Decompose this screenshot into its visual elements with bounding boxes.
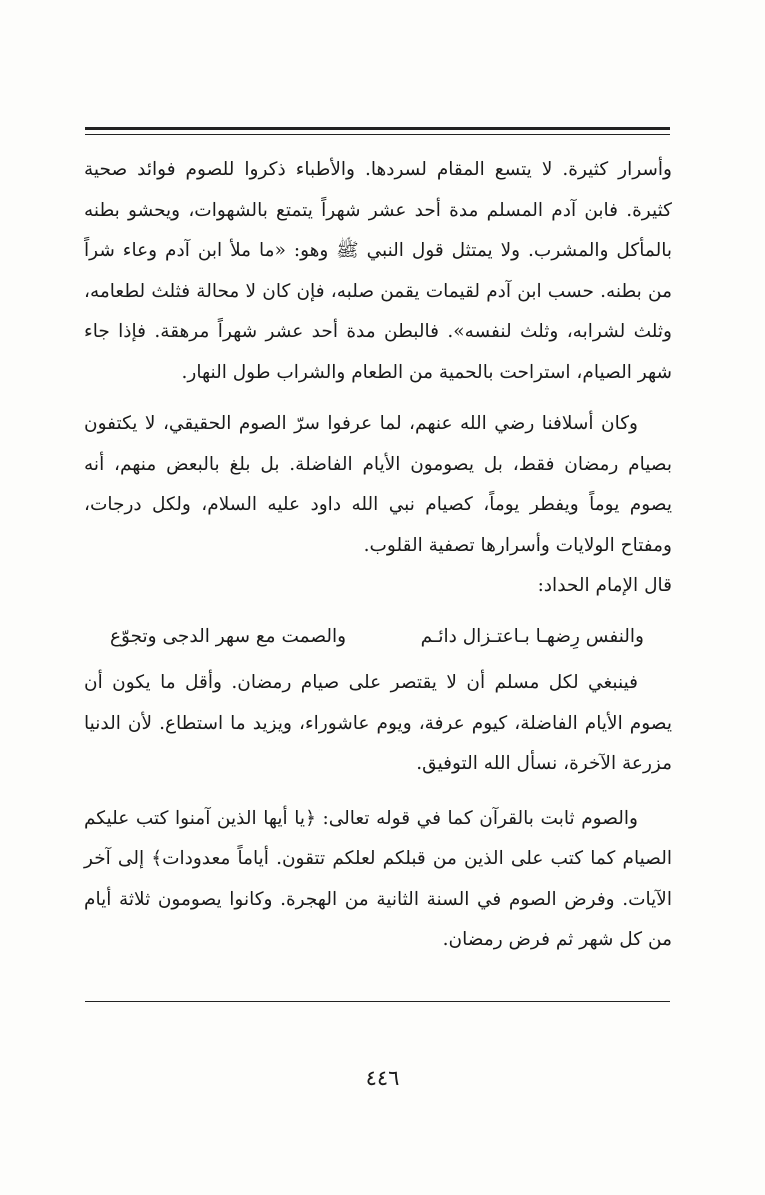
paragraph-imam-quote-intro: قال الإمام الحداد: xyxy=(537,575,672,596)
header-rule-thin xyxy=(85,134,670,135)
body-text xyxy=(84,150,672,961)
poem-verse xyxy=(84,617,672,658)
paragraph-predecessors: وكان أسلافنا رضي الله عنهم، لما عرفوا سرّ الصوم الحقيقي، لا يكتفون بصيام رمضان فقط، بل يصومون الأيام الفاضلة. بل بلغ بالبعض منهم، أنه يصوم يوماً ويفطر يوماً، كصيام نبي الله داود عليه السلام، ولكل درجات، ومفتاح الولايات وأسرارها تصفية القلوب. xyxy=(84,413,672,556)
paragraph-fasting-benefits: وأسرار كثيرة. لا يتسع المقام لسردها. والأطباء ذكروا للصوم فوائد صحية كثيرة. فابن آدم المسلم مدة أحد عشر شهراً يتمتع بالشهوات، ويحشو بطنه بالمأكل والمشرب. ولا يمتثل قول النبي ﷺ وهو: «ما ملأ ابن آدم وعاء شراً من بطنه. حسب ابن آدم لقيمات يقمن صلبه، فإن كان لا محالة فثلث لطعامه، وثلث لشرابه، وثلث لنفسه». فالبطن مدة أحد عشر شهراً مرهقة. فإذا جاء شهر الصيام، استراحت بالحمية من الطعام والشراب طول النهار. xyxy=(84,159,672,383)
paragraph-quran-evidence: والصوم ثابت بالقرآن كما في قوله تعالى: ﴿يا أيها الذين آمنوا كتب عليكم الصيام كما كتب على الذين من قبلكم لعلكم تتقون. أياماً معدودات﴾ إلى آخر الآيات. وفرض الصوم في السنة الثانية من الهجرة. وكانوا يصومون ثلاثة أيام من كل شهر ثم فرض رمضان. xyxy=(84,807,672,950)
paragraph-recommended-fasting: فينبغي لكل مسلم أن لا يقتصر على صيام رمضان. وأقل ما يكون أن يصوم الأيام الفاضلة، كيوم عرفة، ويوم عاشوراء، ويزيد ما استطاع. لأن الدنيا مزرعة الآخرة، نسأل الله التوفيق. xyxy=(84,672,672,774)
header-rule-thick xyxy=(85,127,670,130)
poem-second-hemistich: والصمت مع سهر الدجى وتجوّع xyxy=(110,625,347,647)
poem-first-hemistich: والنفس رِضهـا بـاعتـزال دائـم xyxy=(420,625,644,647)
footer-rule xyxy=(85,1001,670,1002)
page-number: ٤٤٦ xyxy=(365,1066,400,1090)
